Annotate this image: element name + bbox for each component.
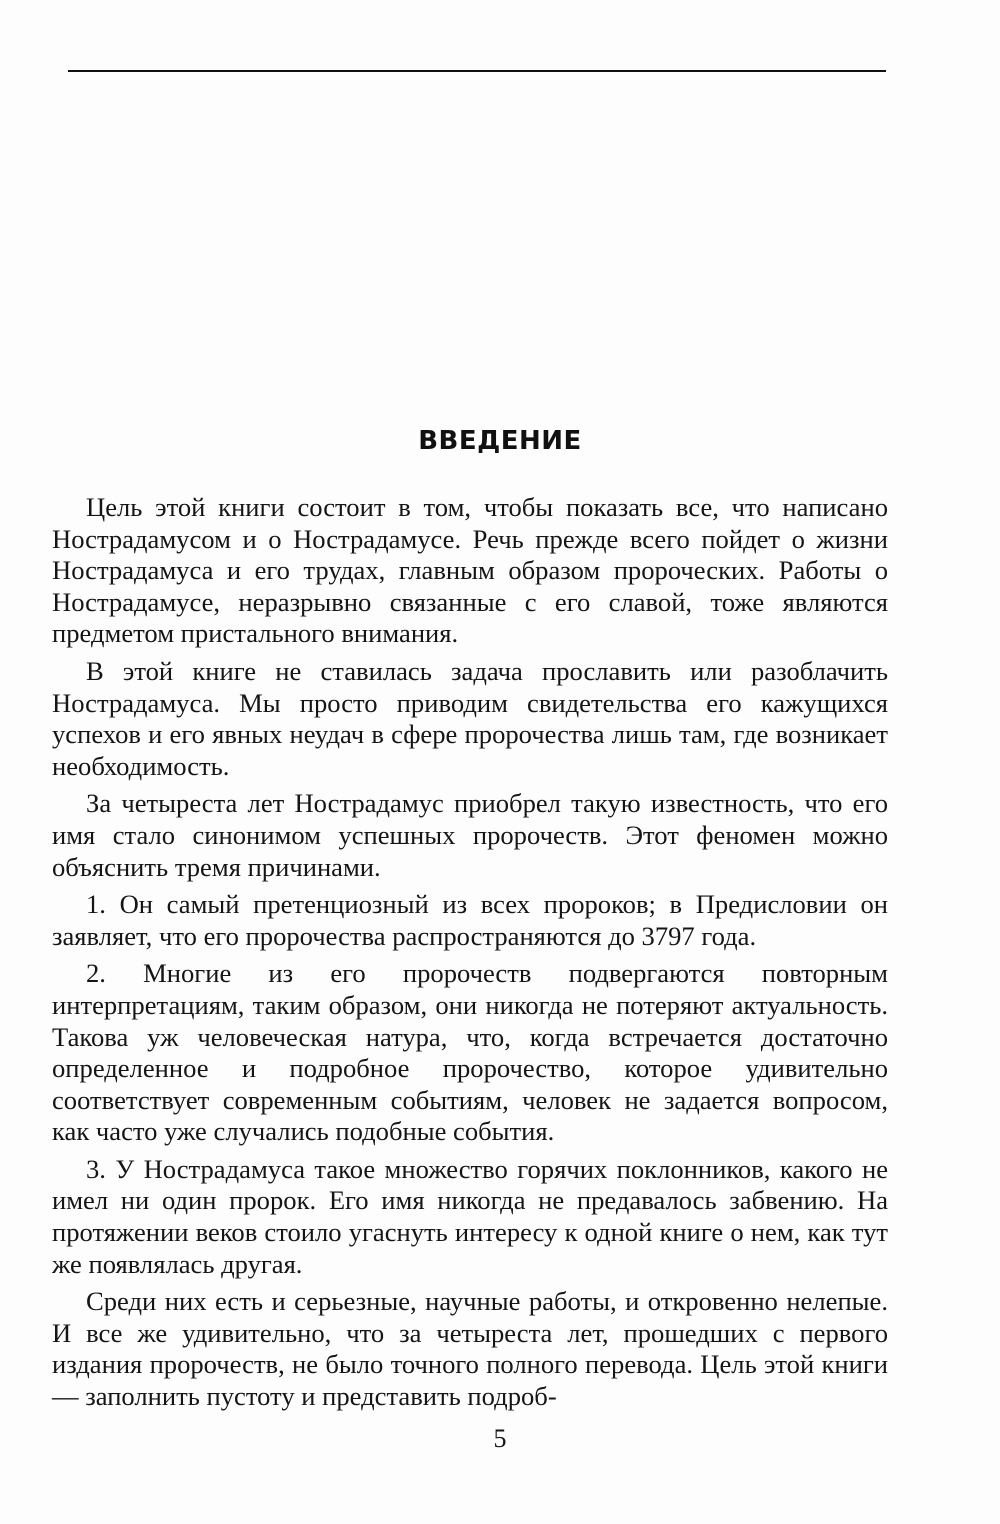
paragraph-7: Среди них есть и серьезные, научные работы, и откровенно нелепые. И все же удивительно, что за четыреста лет, прошедших с первого издания пророчеств, не было точного полного перевода. Цель этой книги — заполнить пустоту и представить подроб- bbox=[52, 1286, 888, 1412]
chapter-body bbox=[52, 492, 888, 1419]
page-number: 5 bbox=[493, 1424, 507, 1453]
paragraph-4: 1. Он самый претенциозный из всех пророков; в Предисловии он заявляет, что его пророчества распространяются до 3797 года. bbox=[52, 889, 888, 951]
chapter-title: ВВЕДЕНИЕ bbox=[418, 426, 582, 456]
paragraph-5: 2. Многие из его пророчеств подвергаются повторным интерпретациям, таким образом, они никогда не потеряют актуальность. Такова уж человеческая натура, что, когда встречается достаточно определенное и подробное пророчество, которое удивительно соответствует современным событиям, человек не задается вопросом, как часто уже случались подобные события. bbox=[52, 958, 888, 1147]
header-rule bbox=[68, 70, 886, 72]
paragraph-1: Цель этой книги состоит в том, чтобы показать все, что написано Нострадамусом и о Нострадамусе. Речь прежде всего пойдет о жизни Нострадамуса и его трудах, главным образом пророческих. Работы о Нострадамусе, неразрывно связанные с его славой, тоже являются предметом пристального внимания. bbox=[52, 492, 888, 649]
paragraph-2: В этой книге не ставилась задача прославить или разоблачить Нострадамуса. Мы просто приводим свидетельства его кажущихся успехов и его явных неудач в сфере пророчества лишь там, где возникает необходимость. bbox=[52, 655, 888, 781]
paragraph-3: За четыреста лет Нострадамус приобрел такую известность, что его имя стало синонимом успешных пророчеств. Этот феномен можно объяснить тремя причинами. bbox=[52, 788, 888, 882]
paragraph-6: 3. У Нострадамуса такое множество горячих поклонников, какого не имел ни один пророк. Его имя никогда не предавалось забвению. На протяжении веков стоило угаснуть интересу к одной книге о нем, как тут же появлялась другая. bbox=[52, 1153, 888, 1279]
